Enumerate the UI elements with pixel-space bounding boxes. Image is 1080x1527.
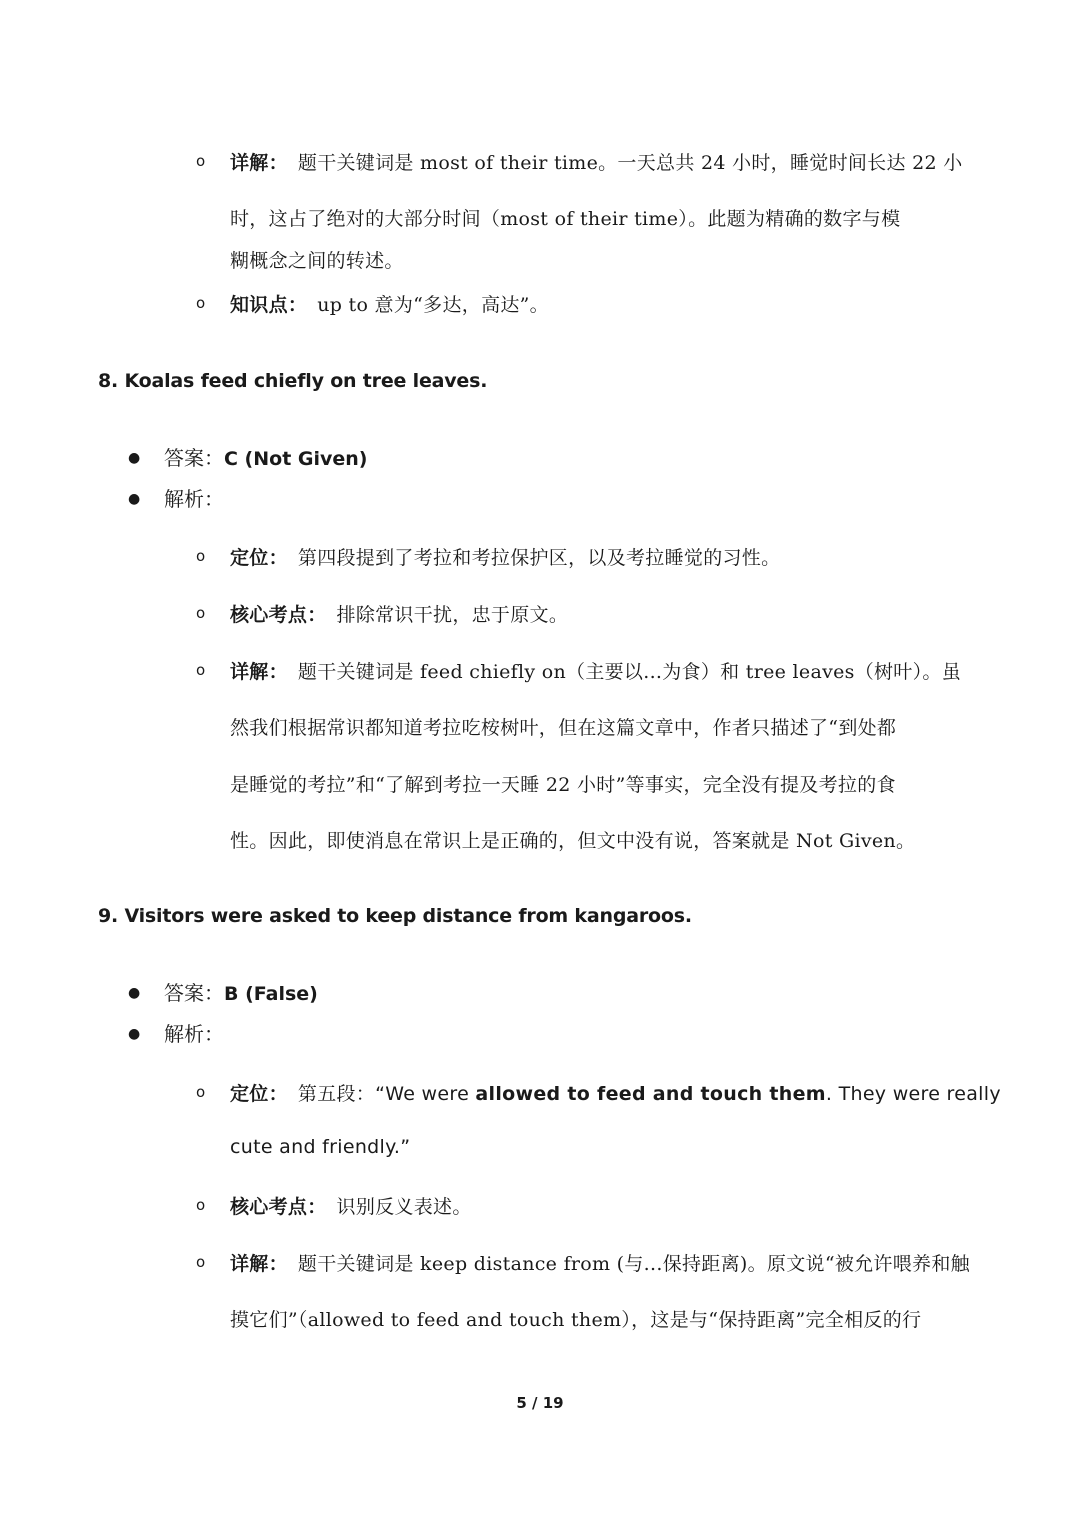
question-8-title: 8. Koalas feed chiefly on tree leaves.: [98, 370, 488, 392]
detail-label: 详解：: [230, 152, 288, 174]
circle-bullet-icon: o: [196, 1196, 206, 1214]
circle-bullet-icon: o: [196, 1253, 206, 1271]
circle-bullet-icon: o: [196, 547, 206, 565]
bullet-dot-icon: ●: [128, 985, 141, 1001]
locate-text: 第四段提到了考拉和考拉保护区，以及考拉睡觉的习性。: [297, 547, 781, 569]
locate-label: 定位：: [230, 547, 288, 569]
detail-line: 糊概念之间的转述。: [230, 250, 404, 272]
detail-label: 详解：: [230, 1253, 288, 1275]
detail-line: 摸它们”（allowed to feed and touch them），这是与“保持距离”完全相反的行: [230, 1309, 922, 1331]
locate-line-2: cute and friendly.”: [230, 1136, 411, 1158]
bullet-dot-icon: ●: [128, 450, 141, 466]
analysis-label: 解析：: [164, 1022, 224, 1046]
core-label: 核心考点：: [230, 604, 327, 626]
locate-bold-quote: allowed to feed and touch them: [475, 1083, 826, 1105]
circle-bullet-icon: o: [196, 604, 206, 622]
core-label: 核心考点：: [230, 1196, 327, 1218]
question-9-title: 9. Visitors were asked to keep distance from kangaroos.: [98, 905, 692, 927]
page-number: 5 / 19: [516, 1394, 564, 1412]
answer-label: 答案：: [164, 446, 224, 470]
knowledge-label: 知识点：: [230, 294, 308, 316]
detail-line: 时，这占了绝对的大部分时间（most of their time）。此题为精确的数字与模: [230, 208, 901, 230]
detail-line: 是睡觉的考拉”和“了解到考拉一天睡 22 小时”等事实，完全没有提及考拉的食: [230, 774, 896, 796]
core-text: 识别反义表述。: [336, 1196, 472, 1218]
circle-bullet-icon: o: [196, 294, 206, 312]
detail-line: 题干关键词是 most of their time。一天总共 24 小时，睡觉时间长达 22 小: [297, 152, 963, 174]
analysis-label: 解析：: [164, 487, 224, 511]
locate-prefix: 第五段：“We were: [297, 1083, 476, 1105]
detail-line: 题干关键词是 keep distance from (与...保持距离)。原文说“被允许喂养和触: [297, 1253, 970, 1275]
core-text: 排除常识干扰，忠于原文。: [336, 604, 569, 626]
circle-bullet-icon: o: [196, 1083, 206, 1101]
answer-value: B (False): [224, 983, 318, 1005]
detail-line: 题干关键词是 feed chiefly on（主要以...为食）和 tree leaves（树叶）。虽: [297, 661, 962, 683]
locate-suffix: . They were really: [825, 1083, 1001, 1105]
answer-value: C (Not Given): [224, 448, 368, 470]
knowledge-text: up to 意为“多达，高达”。: [317, 294, 549, 316]
locate-label: 定位：: [230, 1083, 288, 1105]
bullet-dot-icon: ●: [128, 1026, 141, 1042]
circle-bullet-icon: o: [196, 661, 206, 679]
detail-line: 然我们根据常识都知道考拉吃桉树叶，但在这篇文章中，作者只描述了“到处都: [230, 717, 897, 739]
detail-label: 详解：: [230, 661, 288, 683]
detail-line: 性。因此，即使消息在常识上是正确的，但文中没有说，答案就是 Not Given。: [230, 830, 916, 852]
circle-bullet-icon: o: [196, 152, 206, 170]
answer-label: 答案：: [164, 981, 224, 1005]
bullet-dot-icon: ●: [128, 491, 141, 507]
